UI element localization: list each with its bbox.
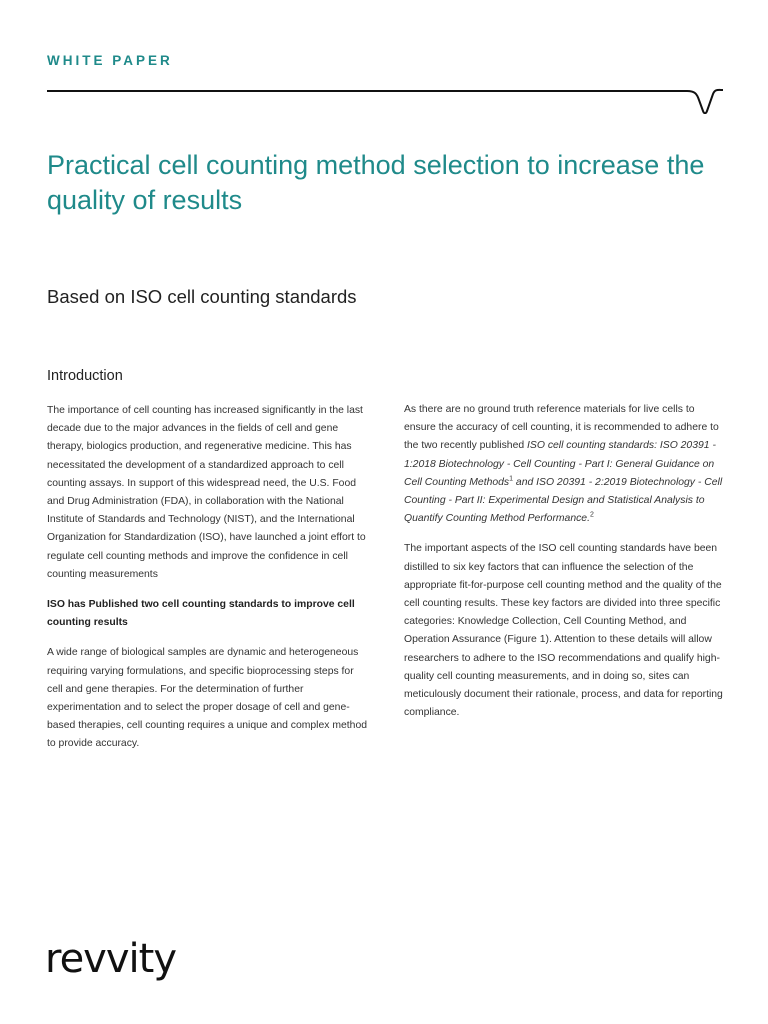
brand-logo: revvity [45, 936, 176, 982]
footnote-ref-1: 1 [509, 475, 514, 483]
iso-standards-paragraph [404, 401, 726, 528]
footnote-ref-2: 2 [589, 511, 594, 519]
header-rule [47, 84, 723, 114]
body-paragraph: A wide range of biological samples are dynamic and heterogeneous requiring varying formulations, and specific bioprocessing steps for cell and gene therapies. For the determination of further experimentation and to select the proper dosage of cell and gene-based therapies, cell counting requires a unique and complex method to provide accuracy. [47, 647, 368, 750]
paragraph-text: As there are no ground truth reference materials for live cells to ensure the accuracy of cell counting, it is recommended to adhere to the two recently published [404, 404, 719, 452]
section-heading-introduction: Introduction [47, 368, 123, 384]
page-subtitle: Based on ISO cell counting standards [47, 286, 357, 307]
standard-citation-2: and ISO 20391 - 2:2019 Biotechnology - Cell Counting - Part II: Experimental Design and Statistical Analysis to Quantify Counting Method Performance. [404, 476, 723, 525]
left-column [47, 402, 367, 766]
subsection-heading: ISO has Published two cell counting standards to improve cell counting results [47, 599, 355, 629]
page-title: Practical cell counting method selection to increase the quality of results [47, 150, 705, 215]
key-factors-paragraph: The important aspects of the ISO cell counting standards have been distilled to six key factors that can influence the selection of the appropriate fit-for-purpose cell counting method and the quality of the cell counting results. These key factors are divided into three specific categories: Knowledge Collection, Cell Counting Method, and Operation Assurance (Figure 1). Attention to these details will allow researchers to adhere to the ISO recommendations and qualify high-quality cell counting measurements, and in doing so, sites can meticulously document their rationale, process, and data for reporting compliance. [404, 543, 723, 719]
intro-paragraph: The importance of cell counting has increased significantly in the last decade due to the major advances in the fields of cell and gene therapy, biologics production, and regenerative medicine. This has necessitated the development of a standardized approach to cell counting assays. In support of this widespread need, the U.S. Food and Drug Administration (FDA), in collaboration with the National Institute of Standards and Technology (NIST), and the International Organization for Standardization (ISO), have launched a joint effort to regulate cell counting methods and improve the confidence in cell counting measurements [47, 405, 366, 580]
document-kicker: WHITE PAPER [47, 53, 173, 68]
standard-citation-1: ISO cell counting standards: ISO 20391 - 1:2018 Biotechnology - Cell Counting - Part I: General Guidance on Cell Counting Methods [404, 440, 716, 488]
right-column [404, 401, 726, 734]
